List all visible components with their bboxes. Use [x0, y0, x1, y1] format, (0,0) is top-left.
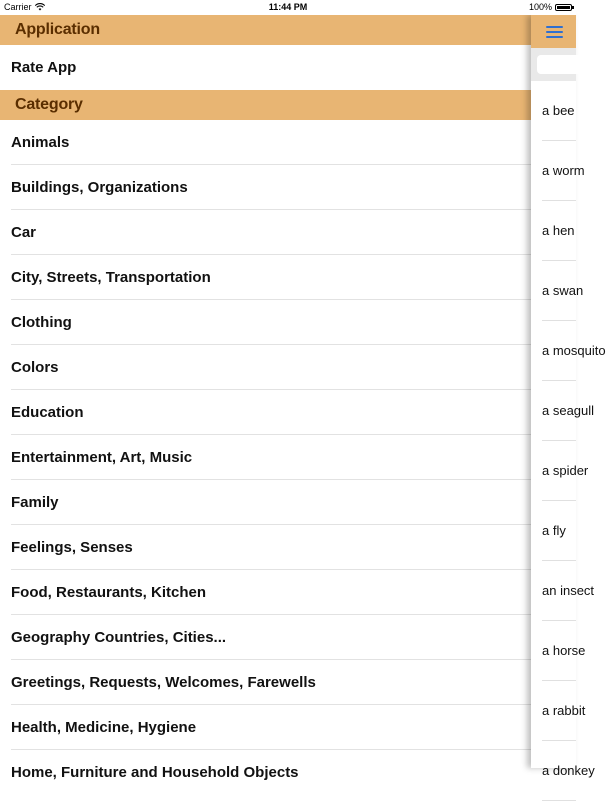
menu-icon-bar	[546, 31, 563, 33]
drawer-word-list	[531, 81, 606, 801]
drawer-item-label: a mosquito	[542, 343, 606, 358]
list-item-category[interactable]: Family	[0, 480, 531, 525]
drawer-item-label: a swan	[542, 283, 584, 298]
drawer-item-label: an insect	[542, 583, 595, 598]
main-list[interactable]	[0, 15, 531, 781]
drawer-item-label: a spider	[542, 463, 589, 478]
category-list	[0, 120, 531, 795]
list-item-category[interactable]: Health, Medicine, Hygiene	[0, 705, 531, 750]
drawer-header	[531, 15, 576, 48]
drawer-list-item[interactable]	[531, 441, 589, 501]
drawer-search-bar	[531, 48, 576, 81]
drawer-list-item[interactable]	[531, 261, 584, 321]
drawer-item-label: a bee	[542, 103, 575, 118]
list-item-category[interactable]: Home, Furniture and Household Objects	[11, 764, 299, 781]
list-item-category[interactable]: Buildings, Organizations	[0, 165, 531, 210]
drawer-item-label: a donkey	[542, 763, 595, 778]
drawer-item-label: a horse	[542, 643, 586, 658]
list-item-category[interactable]: Feelings, Senses	[0, 525, 531, 570]
drawer-list-item[interactable]	[531, 561, 595, 621]
drawer-list-item[interactable]	[531, 81, 576, 141]
list-item-category[interactable]: Clothing	[0, 300, 531, 345]
drawer-list-item[interactable]	[531, 381, 595, 441]
section-header-application: Application	[0, 15, 531, 45]
battery-fill	[557, 6, 570, 9]
drawer-list-item[interactable]	[531, 141, 585, 201]
side-drawer[interactable]	[531, 15, 606, 778]
list-item-category[interactable]: Entertainment, Art, Music	[0, 435, 531, 480]
drawer-item-label: a rabbit	[542, 703, 586, 718]
status-time: 11:44 PM	[268, 2, 308, 12]
drawer-item-label: a seagull	[542, 403, 595, 418]
drawer-search-input[interactable]	[537, 55, 597, 74]
menu-icon-bar	[546, 26, 563, 28]
list-item-category[interactable]: Colors	[0, 345, 531, 390]
status-battery	[529, 2, 572, 12]
drawer-list-item[interactable]	[531, 501, 576, 561]
drawer-list-item[interactable]	[531, 741, 595, 801]
list-item-category[interactable]: Greetings, Requests, Welcomes, Farewells	[0, 660, 531, 705]
status-bar	[0, 0, 576, 15]
hamburger-menu-icon[interactable]	[546, 26, 563, 38]
drawer-item-label: a worm	[542, 163, 585, 178]
drawer-list-item[interactable]	[531, 201, 576, 261]
list-item-category[interactable]: Food, Restaurants, Kitchen	[0, 570, 531, 615]
list-item-category[interactable]: Education	[0, 390, 531, 435]
drawer-list-item[interactable]	[531, 621, 586, 681]
drawer-item-label: a hen	[542, 223, 575, 238]
battery-percent: 100%	[528, 2, 552, 12]
list-item-category[interactable]: Animals	[0, 120, 531, 165]
carrier-label: Carrier	[4, 2, 32, 12]
menu-icon-bar	[546, 36, 563, 38]
list-item-rate-app[interactable]: Rate App	[11, 59, 77, 76]
battery-icon	[555, 4, 572, 11]
drawer-item-label: a fly	[542, 523, 566, 538]
list-item-category[interactable]: Car	[0, 210, 531, 255]
list-item-category[interactable]: City, Streets, Transportation	[0, 255, 531, 300]
drawer-list-item[interactable]	[531, 321, 606, 381]
list-item-category[interactable]: Geography Countries, Cities...	[0, 615, 531, 660]
section-header-category: Category	[0, 90, 531, 120]
drawer-list-item[interactable]	[531, 681, 586, 741]
